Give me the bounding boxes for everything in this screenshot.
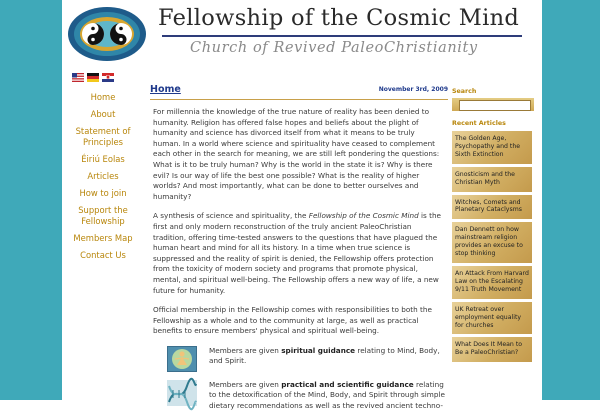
language-flags: [72, 73, 114, 82]
benefit-text-pre: Members are given: [209, 379, 282, 389]
nav-item-about[interactable]: About: [90, 109, 116, 119]
recent-article-link[interactable]: The Golden Age, Psychopathy and the Sixth Extinction: [452, 131, 532, 164]
benefit-item: [153, 380, 443, 410]
post-date: November 3rd, 2009: [378, 86, 448, 93]
site-title: Fellowship of the Cosmic Mind: [158, 5, 520, 31]
benefit-text-bold: practical and scientific guidance: [281, 379, 414, 389]
content-header: [150, 84, 448, 98]
right-sidebar: [452, 88, 542, 365]
benefit-text-post: relating to Mind, Body, and Spirit.: [209, 345, 440, 366]
nav-item-eiriu-eolas[interactable]: Éiriú Eolas: [81, 154, 125, 164]
dna-helix-icon: [167, 380, 197, 406]
recent-article-link[interactable]: Witches, Comets and Planetary Cataclysms: [452, 195, 532, 220]
benefit-text-pre: Members are given: [209, 345, 282, 355]
article-body: [150, 100, 443, 410]
nav-item-support-the-fellowship[interactable]: Support the Fellowship: [78, 205, 128, 226]
recent-articles-list: [452, 131, 542, 362]
benefit-text-bold: spiritual guidance: [281, 345, 356, 355]
left-navigation: [62, 92, 144, 267]
right-background-band: [542, 0, 600, 400]
synthesis-paragraph: [153, 211, 443, 296]
benefit-item: [153, 346, 443, 376]
left-background-band: [0, 0, 62, 400]
synthesis-rest: is the first and only modern reconstruction of the truly ancient PaleoChristian tradition, offering time-tested answers to the questions that have plagued the human heart and mind for all its history. In a time when true science is suppressed and the reality of spirit is denied, the Fellowship offers protection from the toxicity of modern society and programs that promote physical, mental, and spiritual well-being. The Fellowship offers a new way of life, a new future for humanity.: [153, 211, 442, 295]
nav-item-home[interactable]: Home: [90, 92, 116, 102]
recent-article-link[interactable]: UK Retreat over employment equality for churches: [452, 302, 532, 335]
nav-item-statement-of-principles[interactable]: Statement of Principles: [75, 126, 131, 147]
fellowship-name-italic: Fellowship of the Cosmic Mind: [308, 211, 419, 221]
benefit-text: [209, 346, 445, 367]
cosmic-mind-logo-icon[interactable]: [66, 4, 148, 64]
title-divider: [162, 35, 522, 37]
benefit-text-post: relating to the detoxification of the Mind, Body, and Spirit through simple dietary recommendations as well as the revived ancient techno-: [209, 379, 445, 411]
recent-article-link[interactable]: What Does It Mean to Be a PaleoChristian?: [452, 337, 532, 362]
recent-articles-label: Recent Articles: [452, 120, 506, 127]
main-content: [150, 84, 448, 414]
site-header: [62, 0, 542, 68]
search-label: Search: [452, 88, 477, 95]
recent-article-link[interactable]: Dan Dennett on how mainstream religion provides an excuse to stop thinking: [452, 222, 532, 263]
intro-paragraph: For millennia the knowledge of the true nature of reality has been denied to humanity. Religion has offered false hopes and beliefs about the plight of humanity and science has divorced itself from what it means to be truly human. In a world where science and spirituality have ceased to complement each other in the search for meaning, we are still left pondering the questions: What is it to be truly human? Why is the world in the state it is? Why is there evil? Is our way of life the best one possible? What is the reality of higher worlds? And most importantly, what can be done to better ourselves and humanity?: [153, 107, 440, 201]
recent-article-link[interactable]: An Attack From Harvard Law on the Escalating 9/11 Truth Movement: [452, 266, 532, 299]
search-box: [452, 98, 534, 111]
usa-flag-icon[interactable]: [72, 73, 84, 82]
page-container: [62, 0, 542, 411]
synthesis-lead: A synthesis of science and spirituality, the: [153, 211, 307, 221]
germany-flag-icon[interactable]: [87, 73, 99, 82]
nav-item-members-map[interactable]: Members Map: [73, 233, 133, 243]
site-tagline: Church of Revived PaleoChristianity: [190, 40, 478, 56]
search-input[interactable]: [459, 100, 531, 111]
spiritual-figure-icon: [167, 346, 197, 372]
croatia-flag-icon[interactable]: [102, 73, 114, 82]
membership-paragraph: Official membership in the Fellowship comes with responsibilities to both the Fellowship as a whole and to the community at large, as well as practical benefits to ensure members' physical and spiritual well-being.: [153, 305, 432, 336]
recent-article-link[interactable]: Gnosticism and the Christian Myth: [452, 167, 532, 192]
benefit-text: [209, 380, 445, 412]
page-title-link[interactable]: Home: [150, 84, 181, 95]
nav-item-contact-us[interactable]: Contact Us: [80, 250, 126, 260]
nav-item-how-to-join[interactable]: How to join: [79, 188, 127, 198]
nav-item-articles[interactable]: Articles: [87, 171, 119, 181]
